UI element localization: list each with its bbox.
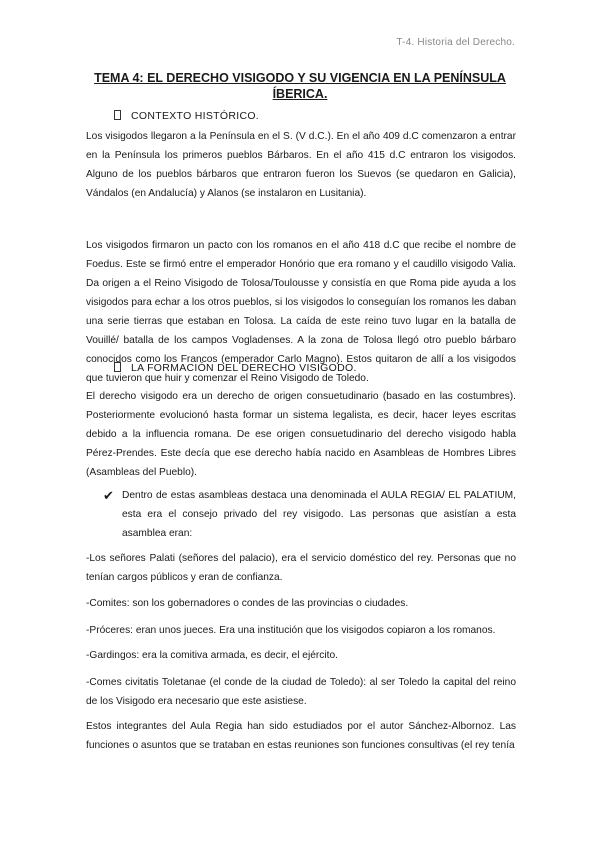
running-header: T-4. Historia del Derecho. xyxy=(396,37,515,48)
paragraph-2: Los visigodos firmaron un pacto con los romanos en el año 418 d.C que recibe el nombre de Foedus. Este se firmó entre el emperador Honório que era romano y el caudillo visigodo Valia. Da origen a el Reino Visigodo de Tolosa/Toulousse y consistía en que Roma pide ayuda a los visigodos para echar a los otros pueblos, si los visigodos lo conseguían los romanos les daban una serie tierras que estaban en Tolosa. La caída de este reino tuvo lugar en la batalla de Vouillé/ batalla de los campos Vogladenses. A la zona de Tolosa llegó otro pueblo bárbaro conocidos como los Francos (emperador Carlo Magno). Estos quitaron de allí a los visigodos que tuvieron que huir y comenzar el Reino Visigodo de Toledo. xyxy=(86,240,516,384)
paragraph-palati: -Los señores Palati (señores del palacio), era el servicio doméstico del rey. Personas que no tenían cargos públicos y eran de confianza. xyxy=(86,553,516,583)
paragraph-proceres: -Próceres: eran unos jueces. Era una institución que los visigodos copiaron a los romanos. xyxy=(86,625,496,636)
checkmark-icon: ✔ xyxy=(103,488,114,503)
check-list-item xyxy=(103,486,516,543)
paragraph-gardingos: -Gardingos: era la comitiva armada, es decir, el ejército. xyxy=(86,650,338,661)
paragraph-3: El derecho visigodo era un derecho de origen consuetudinario (basado en las costumbres). Posteriormente evolucionó hasta formar un sistema legalista, es decir, hacer leyes escritas debido a la influencia romana. De ese origen consuetudinario del derecho visigodo habla Pérez-Prendes. Este decía que ese derecho había nacido en Asambleas de Hombres Libres (Asambleas del Pueblo). xyxy=(86,391,516,478)
section-heading-text: LA FORMACIÓN DEL DERECHO VISIGODO. xyxy=(131,362,357,374)
document-title: TEMA 4: EL DERECHO VISIGODO Y SU VIGENCIA EN LA PENÍNSULA ÍBERICA. xyxy=(94,71,506,101)
section-heading-text: CONTEXTO HISTÓRICO. xyxy=(131,110,260,122)
check-item-text: Dentro de estas asambleas destaca una denominada el AULA REGIA/ EL PALATIUM, esta era el consejo privado del rey visigodo. Las personas que asistían a esta asamblea eran: xyxy=(122,490,516,539)
bullet-icon xyxy=(114,362,121,372)
section-heading-formacion xyxy=(114,362,357,374)
section-heading-contexto xyxy=(114,110,259,122)
bullet-icon xyxy=(114,110,121,120)
paragraph-comites: -Comites: son los gobernadores o condes de las provincias o ciudades. xyxy=(86,598,409,609)
paragraph-comes: -Comes civitatis Toletanae (el conde de la ciudad de Toledo): al ser Toledo la capital del reino de los Visigodo era necesario que este asistiese. xyxy=(86,677,516,707)
paragraph-aula-regia: Estos integrantes del Aula Regia han sido estudiados por el autor Sánchez-Albornoz. Las funciones o asuntos que se trataban en estas reuniones son funciones consultivas (el rey tenía xyxy=(86,721,516,751)
paragraph-1: Los visigodos llegaron a la Península en el S. (V d.C.). En el año 409 d.C comenzaron a entrar en la Península los primeros pueblos Bárbaros. En el año 415 d.C entraron los visigodos. Alguno de los pueblos bárbaros que entraron fueron los Suevos (se quedaron en Galicia), Vándalos (en Andalucía) y Alanos (se instalaron en Lusitania). xyxy=(86,131,516,199)
